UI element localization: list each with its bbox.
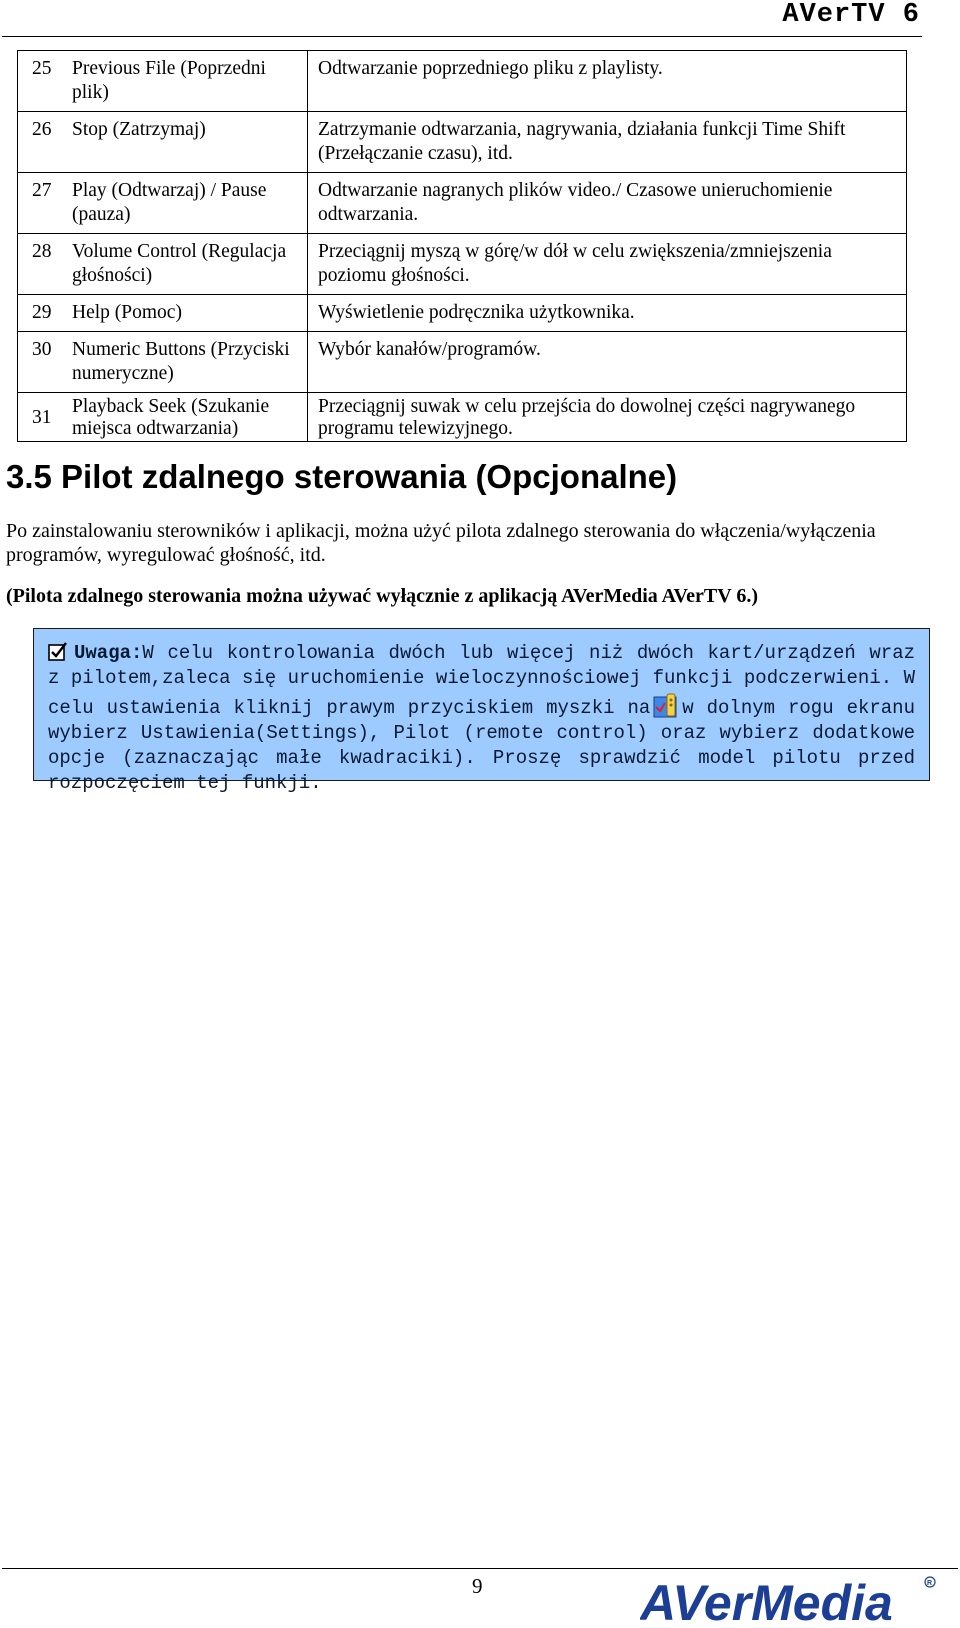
section-heading: 3.5 Pilot zdalnego sterowania (Opcjonalne)	[6, 458, 678, 495]
row-name: Numeric Buttons (Przyciski numeryczne)	[64, 332, 308, 393]
row-description: Odtwarzanie nagranych plików video./ Czasowe unieruchomienie odtwarzania.	[308, 173, 907, 234]
table-row	[18, 112, 907, 173]
row-description: Wyświetlenie podręcznika użytkownika.	[308, 295, 907, 332]
table-row	[18, 234, 907, 295]
note-text-part1: W celu kontrolowania dwóch lub więcej niż dwóch kart/urządzeń wraz z pilotem,zaleca się uruchomienie wieloczynnościowej funkcji podczerwieni. W celu ustawienia kliknij prawym przyciskiem myszki na	[48, 642, 915, 719]
table-row	[18, 173, 907, 234]
header-rule	[2, 36, 922, 37]
row-description: Zatrzymanie odtwarzania, nagrywania, działania funkcji Time Shift (Przełączanie czasu), itd.	[308, 112, 907, 173]
row-number: 28	[18, 234, 65, 295]
note-label: Uwaga:	[74, 642, 143, 664]
checkbox-check-icon	[48, 641, 68, 661]
table-row	[18, 393, 907, 442]
row-name: Volume Control (Regulacja głośności)	[64, 234, 308, 295]
logo-text: AVerMedia	[640, 1575, 893, 1628]
row-name: Help (Pomoc)	[64, 295, 308, 332]
row-number: 27	[18, 173, 65, 234]
section-paragraph: Po zainstalowaniu sterowników i aplikacji, można użyć pilota zdalnego sterowania do włączenia/wyłączenia programów, wyregulować głośność, itd.	[6, 520, 876, 566]
avermedia-logo	[640, 1570, 940, 1628]
row-number: 31	[18, 393, 65, 442]
row-name: Previous File (Poprzedni plik)	[64, 51, 308, 112]
row-name: Stop (Zatrzymaj)	[64, 112, 308, 173]
row-description: Odtwarzanie poprzedniego pliku z playlisty.	[308, 51, 907, 112]
page-number: 9	[472, 1574, 483, 1598]
note-box	[33, 628, 930, 794]
row-number: 26	[18, 112, 65, 173]
table-row	[18, 332, 907, 393]
table-row	[18, 295, 907, 332]
row-name: Play (Odtwarzaj) / Pause (pauza)	[64, 173, 308, 234]
footer-rule	[2, 1568, 958, 1569]
note-text-part2: w dolnym rogu ekranu wybierz Ustawienia(Settings), Pilot (remote control) oraz wybierz dodatkowe opcje (zaznaczając małe kwadraciki). Proszę sprawdzić model pilotu przed rozpoczęciem tej funkji.	[48, 697, 915, 794]
section-bold-paragraph: (Pilota zdalnego sterowania można używać wyłącznie z aplikacją AVerMedia AVerTV 6.)	[6, 585, 758, 607]
row-description: Przeciągnij suwak w celu przejścia do dowolnej części nagrywanego programu telewizyjnego.	[308, 393, 907, 442]
tray-icon[interactable]	[652, 691, 680, 719]
feature-table	[17, 50, 907, 442]
row-number: 30	[18, 332, 65, 393]
header-title: AVerTV 6	[782, 0, 920, 30]
row-name: Playback Seek (Szukanie miejsca odtwarzania)	[64, 393, 308, 442]
row-number: 25	[18, 51, 65, 112]
row-description: Przeciągnij myszą w górę/w dół w celu zwiększenia/zmniejszenia poziomu głośności.	[308, 234, 907, 295]
svg-text:R: R	[927, 1580, 933, 1587]
table-row	[18, 51, 907, 112]
row-description: Wybór kanałów/programów.	[308, 332, 907, 393]
row-number: 29	[18, 295, 65, 332]
